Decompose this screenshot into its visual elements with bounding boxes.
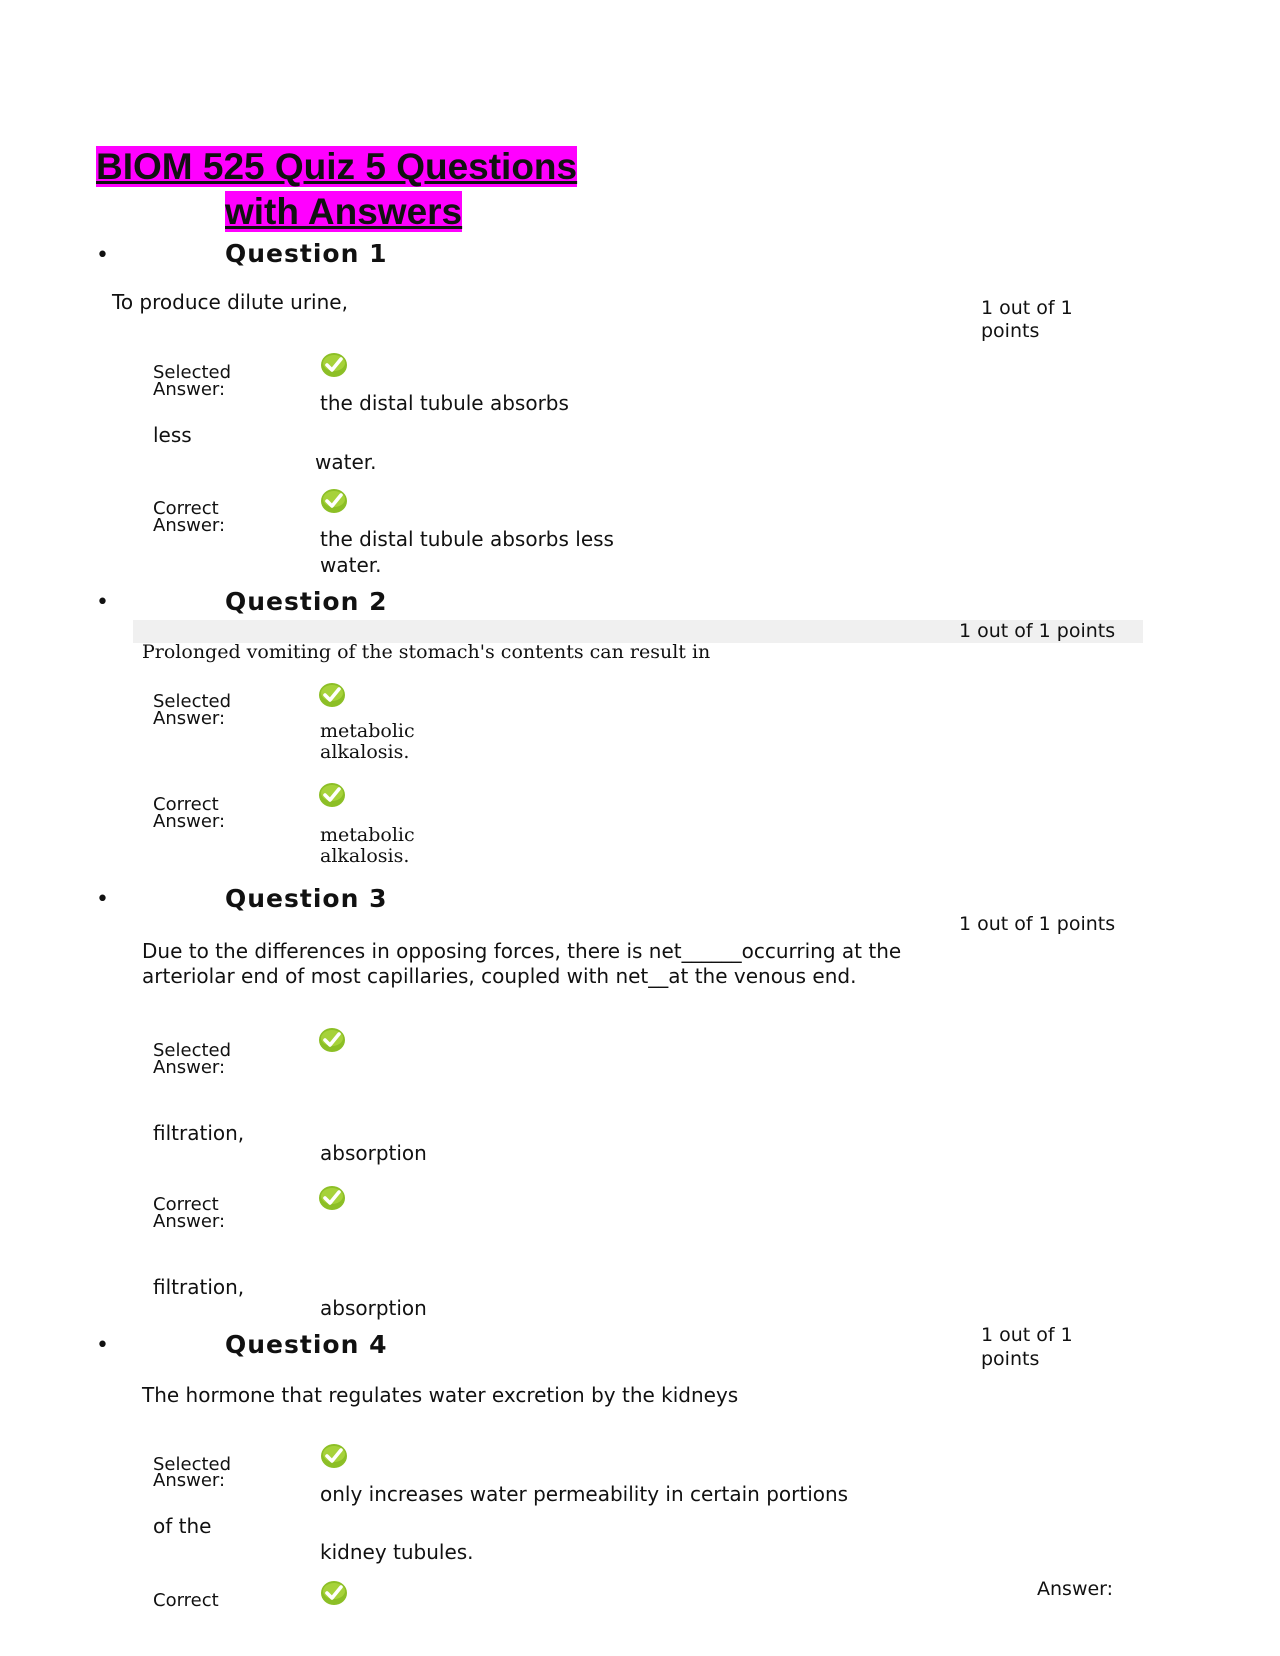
bullet: • xyxy=(96,590,109,615)
correct-answer-label-2: Answer: xyxy=(153,811,226,832)
question-1-heading: Question 1 xyxy=(225,239,388,268)
green-check-icon xyxy=(320,1580,348,1606)
correct-answer-label: Correct xyxy=(153,498,219,519)
question-3-points: 1 out of 1 points xyxy=(959,913,1116,935)
question-2-selected-answer-cont: alkalosis. xyxy=(320,741,410,763)
question-1-points: 1 out of 1 xyxy=(981,297,1073,319)
question-3-correct-answer-cont: absorption xyxy=(320,1296,427,1320)
question-3-selected-answer: filtration, xyxy=(153,1121,245,1145)
question-2-correct-answer: metabolic xyxy=(320,824,415,846)
green-check-icon xyxy=(320,488,348,514)
question-3-text-cont: arteriolar end of most capillaries, coupled with net__at the venous end. xyxy=(142,964,857,988)
green-check-icon xyxy=(320,352,348,378)
selected-answer-label-2: Answer: xyxy=(153,379,226,400)
selected-answer-label: Selected xyxy=(153,691,232,712)
doc-title-line-1: BIOM 525 Quiz 5 Questions xyxy=(96,146,578,187)
question-2-heading: Question 2 xyxy=(225,587,388,616)
question-1-selected-answer-end: water. xyxy=(315,450,377,474)
bullet: • xyxy=(96,887,109,912)
question-2-selected-answer: metabolic xyxy=(320,720,415,742)
green-check-icon xyxy=(318,682,346,708)
question-3-text: Due to the differences in opposing forces, there is net______occurring at the xyxy=(142,939,902,963)
question-2-correct-answer-cont: alkalosis. xyxy=(320,845,410,867)
selected-answer-label-2: Answer: xyxy=(153,708,226,729)
question-4-correct-answer-label: Answer: xyxy=(1037,1578,1114,1600)
green-check-icon xyxy=(320,1443,348,1469)
question-1-selected-answer: the distal tubule absorbs xyxy=(320,391,569,415)
question-4-selected-answer: only increases water permeability in certain portions xyxy=(320,1482,849,1506)
question-2-points: 1 out of 1 points xyxy=(959,620,1116,642)
question-4-heading: Question 4 xyxy=(225,1330,388,1359)
correct-answer-label-2: Answer: xyxy=(153,1211,226,1232)
bullet: • xyxy=(96,243,109,268)
correct-answer-label: Correct xyxy=(153,1590,219,1611)
question-4-text: The hormone that regulates water excretion by the kidneys xyxy=(142,1383,739,1407)
question-4-points-unit: points xyxy=(981,1348,1040,1370)
correct-answer-label: Correct xyxy=(153,794,219,815)
question-1-selected-answer-cont: less xyxy=(153,423,192,447)
selected-answer-label: Selected xyxy=(153,1040,232,1061)
question-1-correct-answer: the distal tubule absorbs less xyxy=(320,527,614,551)
question-4-selected-answer-end: kidney tubules. xyxy=(320,1540,474,1564)
selected-answer-label: Selected xyxy=(153,1454,232,1475)
question-2-text: Prolonged vomiting of the stomach's contents can result in xyxy=(142,641,711,663)
correct-answer-label-2: Answer: xyxy=(153,515,226,536)
question-4-selected-answer-cont: of the xyxy=(153,1514,212,1538)
green-check-icon xyxy=(318,782,346,808)
bullet: • xyxy=(96,1333,109,1358)
selected-answer-label: Selected xyxy=(153,362,232,383)
question-4-points: 1 out of 1 xyxy=(981,1324,1073,1346)
green-check-icon xyxy=(318,1027,346,1053)
question-1-text: To produce dilute urine, xyxy=(112,290,348,314)
selected-answer-label-2: Answer: xyxy=(153,1057,226,1078)
doc-title-line-2: with Answers xyxy=(225,191,463,232)
green-check-icon xyxy=(318,1185,346,1211)
selected-answer-label-2: Answer: xyxy=(153,1470,226,1491)
question-3-correct-answer: filtration, xyxy=(153,1275,245,1299)
question-3-heading: Question 3 xyxy=(225,884,388,913)
correct-answer-label: Correct xyxy=(153,1194,219,1215)
question-1-correct-answer-cont: water. xyxy=(320,553,382,577)
question-1-points-unit: points xyxy=(981,320,1040,342)
question-3-selected-answer-cont: absorption xyxy=(320,1141,427,1165)
